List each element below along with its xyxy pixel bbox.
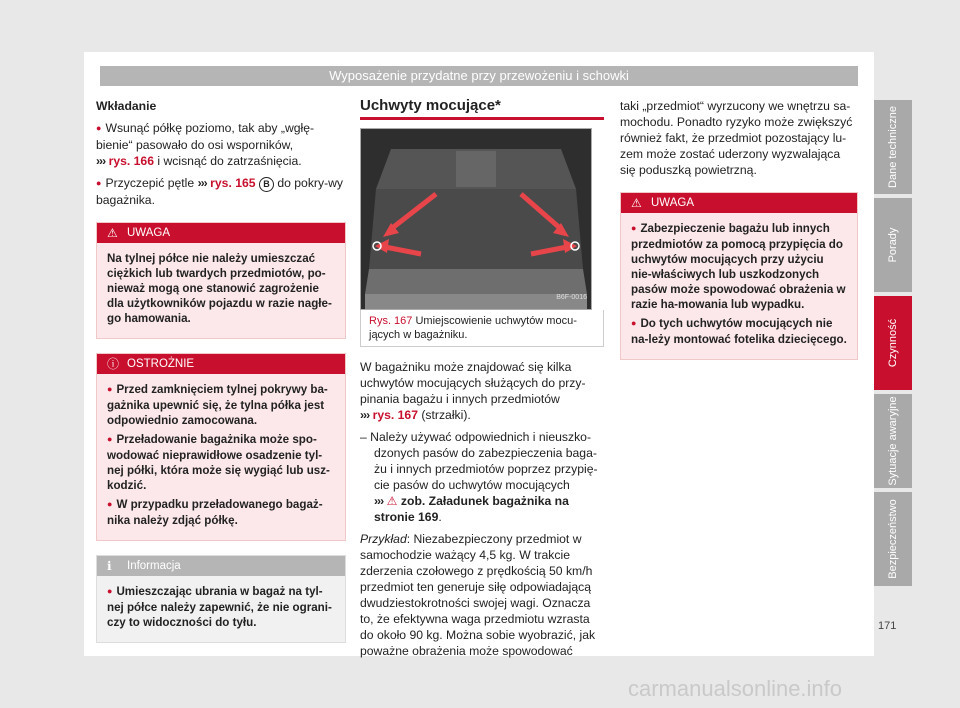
column-right [620, 98, 858, 360]
warning-header: ⚠ UWAGA [97, 223, 345, 243]
warning-header: ⚠ UWAGA [621, 193, 857, 213]
callout-b-marker: B [259, 177, 274, 192]
caution-item: ● Przed zamknięciem tylnej pokrywy ba-gażnika upewnić się, że tylna półka jest odpowiednio zamocowana. [107, 382, 335, 428]
ref-arrow-icon: ››› [197, 176, 207, 190]
warning-item: ● Do tych uchwytów mocujących nie na-leży montować fotelika dziecięcego. [631, 316, 847, 347]
caution-item: ● Przeładowanie bagażnika może spo-wodować nieprawidłowe osadzenie tyl-nej półki, która może się wygiąć lub usz-kodzić. [107, 432, 335, 493]
tab-porady[interactable]: Porady [874, 198, 912, 292]
warning-triangle-icon: ⚠ [107, 226, 118, 240]
trunk-illustration [361, 129, 591, 309]
warning-body: Na tylnej półce nie należy umieszczać ciężkich lub twardych przedmiotów, po-nieważ mogą one stanowić zagrożenie dla użytkowników pojazdu w razie nagłe-go hamowania. [97, 243, 345, 338]
info-icon: ℹ [107, 559, 112, 573]
page-ref-link[interactable]: zob. Załadunek bagażnika na stronie 169 [374, 494, 569, 524]
warning-box [96, 222, 346, 339]
trunk-figure-image [360, 128, 592, 310]
tab-dane-techniczne[interactable]: Dane techniczne [874, 100, 912, 194]
warning-body [621, 213, 857, 359]
caution-item: ● W przypadku przeładowanego bagaż-nika należy zdjąć półkę. [107, 497, 335, 528]
paragraph: Przykład: Niezabezpieczony przedmiot w samochodzie ważący 4,5 kg. W trakcie zderzenia czołowego z prędkością 50 km/h przedmiot ten generuje siłę odpowiadającą dwudziestokrotności swojej wagi. Oznacza to, że efektywna waga przedmiotu wzrasta do około 90 kg. Można sobie wyobrazić, jak poważne obrażenia może spowodować [360, 532, 596, 658]
figure-ref-link[interactable]: rys. 167 [372, 408, 418, 422]
dash-list-item: – Należy używać odpowiednich i nieuszko-dzonych pasów do zabezpieczenia baga-żu i innych przedmiotów poprzez przypię-cie pasów do uchwytów mocujących ››› ⚠ zob. Załadunek bagażnika na stronie 169. [360, 430, 598, 524]
instruction-bullet-1: ● Wsunąć półkę poziomo, tak aby „wgłę-bienie“ pasowało do osi wsporników, ››› rys. 166 i wcisnąć do zatrzaśnięcia. [96, 120, 346, 169]
ref-arrow-icon: ››› [360, 408, 370, 422]
paragraph: taki „przedmiot“ wyrzucony we wnętrzu sa-mochodu. Ponadto ryzyko może zwiększyć również fakt, że przedmiot pozostający lu-zem może zostać uderzony wyzwalająca się poduszką powietrzną. [620, 99, 853, 177]
instruction-bullet-2: ● Przyczepić pętle ››› rys. 165 B do pokry-wy bagażnika. [96, 175, 346, 208]
tab-czynnosc[interactable]: Czynność [874, 296, 912, 390]
info-box [96, 555, 346, 643]
tab-sytuacje-awaryjne[interactable]: Sytuacje awaryjne [874, 394, 912, 488]
page-header: Wyposażenie przydatne przy przewożeniu i schowki [100, 66, 858, 86]
caution-header: ⓘ OSTROŻNIE [97, 354, 345, 374]
section-heading: Wkładanie [96, 99, 157, 113]
info-header: ℹ Informacja [97, 556, 345, 576]
paragraph: W bagażniku może znajdować się kilka uchwytów mocujących służących do przy-pinania bagażu i innych przedmiotów ››› rys. 167 (strzałki). [360, 360, 586, 422]
tab-bezpieczenstwo[interactable]: Bezpieczeństwo [874, 492, 912, 586]
warning-item: ● Zabezpieczenie bagażu lub innych przedmiotów za pomocą przypięcia do uchwytów mocujących przy użyciu nie-właściwych lub uszkodzonych pasów może spowodować obrażenia w razie ha-mowania lub wypadku. [631, 221, 847, 312]
caution-box [96, 353, 346, 541]
ref-arrow-icon: ››› [374, 494, 384, 508]
watermark: carmanualsonline.info [628, 676, 843, 701]
caution-circle-icon: ⓘ [107, 357, 120, 371]
ref-arrow-icon: ››› [96, 154, 106, 168]
section-title: Uchwyty mocujące* [360, 98, 604, 120]
info-body: ● Umieszczając ubrania w bagaż na tyl-nej półce należy zapewnić, że nie ograni-czy to widoczności do tyłu. [97, 576, 345, 642]
figure-ref-link[interactable]: rys. 165 [210, 176, 256, 190]
page-number: 171 [878, 620, 897, 632]
warning-box [620, 192, 858, 360]
column-middle [360, 98, 604, 665]
caution-body [97, 374, 345, 540]
figure-ref-link[interactable]: rys. 166 [108, 154, 154, 168]
warning-triangle-icon: ⚠ [631, 196, 642, 210]
caption-ref: Rys. 167 [369, 315, 413, 327]
figure-caption: Rys. 167 Umiejscowienie uchwytów mocu-jących w bagażniku. [360, 310, 604, 347]
column-left [96, 98, 346, 643]
warning-triangle-icon: ⚠ [386, 494, 398, 508]
figure-code: B6F-0016 [556, 294, 587, 301]
